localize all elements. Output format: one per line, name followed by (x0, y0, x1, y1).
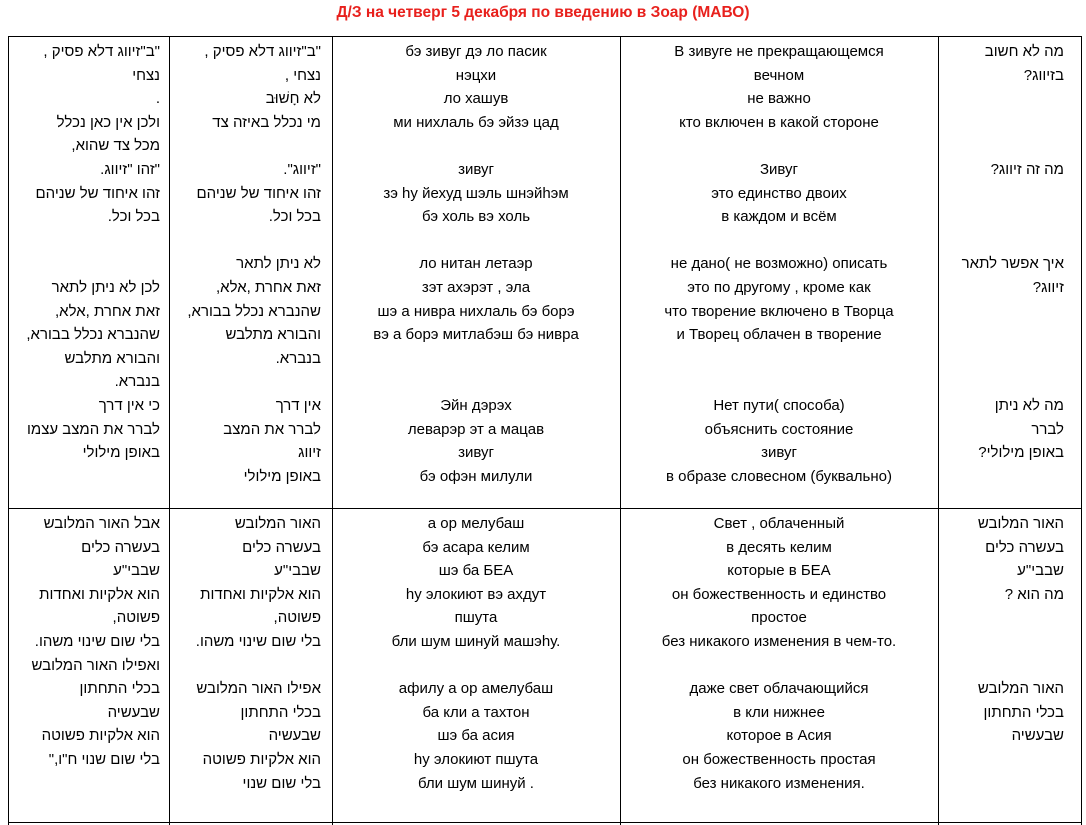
cell-line: в десять келим (726, 538, 832, 556)
cell-line: шэ а нивра нихлаль бэ борэ (377, 302, 575, 320)
cell-russian-translation (622, 40, 936, 506)
cell-line: מה הוא ? (1004, 585, 1064, 603)
cell-line: באופן מילולי? (978, 444, 1064, 462)
cell-russian-translation (622, 512, 936, 820)
cell-line: לא חָשׁוּב (265, 90, 321, 108)
cell-line (940, 205, 1064, 229)
cell-line (940, 300, 1064, 324)
cell-line (940, 606, 1064, 630)
cell-line: Эйн дэрэх (440, 396, 512, 414)
cell-line (940, 87, 1064, 111)
cell-line: לברר (1031, 420, 1064, 438)
cell-line: האור המלובש (977, 680, 1064, 698)
cell-line: ואפילו האור המלובש (31, 656, 160, 674)
cell-line: простое (751, 609, 807, 627)
cell-hebrew-original (10, 40, 160, 506)
cell-line: בכלי התחתון (240, 703, 321, 721)
cell-line (334, 134, 618, 158)
cell-line: מה זה זיווג? (990, 160, 1064, 178)
translation-table (0, 36, 1086, 825)
cell-line (940, 182, 1064, 206)
cell-line: הוא אלקיות פשוטה (41, 727, 160, 745)
cell-line: זאת אחרת ,אלא, (215, 278, 321, 296)
col-divider (8, 36, 9, 825)
cell-line: לכן לא ניתן לתאר (51, 278, 160, 296)
cell-line: шэ ба асия (437, 727, 515, 745)
cell-line (10, 229, 160, 253)
cell-line: בכל וכל. (107, 208, 160, 226)
cell-line: в образе словесном (буквально) (666, 467, 892, 485)
cell-line (940, 347, 1064, 371)
cell-line: אפילו האור המלובש (196, 680, 321, 698)
cell-line (334, 654, 618, 678)
cell-line (940, 229, 1064, 253)
cell-line: בזיווג? (1023, 66, 1064, 84)
cell-line: Свет , облаченный (713, 515, 845, 532)
cell-line (334, 370, 618, 394)
cell-line: ба кли а тахтон (422, 703, 530, 721)
cell-line: והבורא מתלבש (64, 349, 160, 367)
col-divider (332, 36, 333, 825)
cell-line: в кли нижнее (733, 703, 825, 721)
cell-line (334, 347, 618, 371)
cell-line: והבורא מתלבש (225, 326, 321, 344)
cell-line (622, 134, 936, 158)
cell-line: שבעשיה (268, 727, 321, 745)
cell-line (171, 134, 321, 158)
cell-line: hу элокиют вэ ахдут (405, 585, 547, 603)
col-divider (938, 36, 939, 825)
cell-line (334, 229, 618, 253)
cell-hebrew-vocalized (171, 40, 321, 506)
cell-line: кто включен в какой стороне (679, 113, 879, 131)
cell-line: שהנברא נכלל בבורא, (26, 326, 160, 344)
cell-line: האור המלובש (977, 515, 1064, 532)
cell-line (940, 654, 1064, 678)
cell-line: בנברא. (275, 349, 321, 367)
cell-line: "זהו "זיווג. (100, 160, 160, 178)
cell-hebrew-vocalized (171, 512, 321, 820)
cell-line: объяснить состояние (704, 420, 854, 438)
cell-line: и Творец облачен в творение (676, 326, 882, 344)
cell-line: לא ניתן לתאר (236, 255, 321, 273)
cell-line: он божественность и единство (671, 585, 887, 603)
cell-line: пшута (454, 609, 498, 627)
cell-line: не дано( не возможно) описать (670, 255, 888, 273)
cell-line: Зивуг (759, 160, 799, 178)
cell-line (940, 111, 1064, 135)
cell-line: ми нихлаль бэ эйзэ цад (393, 113, 559, 131)
cell-line: ולכן אין כאן נכלל (56, 113, 160, 131)
cell-line: בכלי התחתון (983, 703, 1064, 721)
cell-line (940, 370, 1064, 394)
cell-line (10, 252, 160, 276)
cell-line: ло нитан летаэр (419, 255, 533, 273)
cell-line: לברר את המצב (223, 420, 321, 438)
col-divider (1081, 36, 1082, 825)
cell-line (171, 654, 321, 678)
cell-line: אבל האור המלובש (43, 515, 160, 532)
cell-line (622, 347, 936, 371)
cell-line: это единство двоих (711, 184, 847, 202)
cell-line: בעשרה כלים (81, 538, 160, 556)
cell-line: "ב"זיווג דלא פסיק , (204, 43, 321, 60)
cell-line: שבבי"ע (113, 562, 160, 580)
cell-line: зэт ахэрэт , эла (421, 278, 531, 296)
cell-line: האור המלובש (234, 515, 321, 532)
cell-line: зивуг (458, 444, 494, 462)
cell-line: איך אפשר לתאר (961, 255, 1064, 273)
cell-line: שבעשיה (1011, 727, 1064, 745)
cell-line (171, 229, 321, 253)
cell-line: זהו איחוד של שניהם (196, 184, 321, 202)
col-divider (169, 36, 170, 825)
cell-line: בלי שום שינוי משהו. (195, 632, 321, 650)
cell-line (622, 370, 936, 394)
cell-line: нэцхи (455, 66, 497, 84)
cell-line: шэ ба БЕА (438, 562, 514, 580)
cell-line: בכלי התחתון (79, 680, 160, 698)
cell-line: которые в БЕА (727, 562, 831, 580)
cell-line: бэ асара келим (422, 538, 530, 556)
cell-line: которое в Асия (726, 727, 832, 745)
cell-line: בלי שום שינוי משהו. (34, 632, 160, 650)
cell-line: כי אין דרך (98, 396, 160, 414)
cell-line: נצחי (132, 66, 160, 84)
col-divider (620, 36, 621, 825)
cell-line: он божественность простая (682, 750, 876, 768)
cell-line: מה לא ניתן (994, 396, 1064, 414)
cell-line: В зивуге не прекращающемся (674, 43, 884, 60)
cell-line: это по другому , кроме как (687, 278, 871, 296)
cell-line: באופן מילולי (243, 467, 321, 485)
cell-line: без никакого изменения. (693, 774, 865, 792)
cell-line: вечном (753, 66, 805, 84)
cell-line: הוא אלקיות ואחדות (200, 585, 321, 603)
cell-line (171, 370, 321, 394)
cell-line: בכל וכל. (268, 208, 321, 226)
cell-line: פשוטה, (112, 609, 160, 627)
cell-line: ло хашув (443, 90, 509, 108)
cell-line: זהו איחוד של שניהם (35, 184, 160, 202)
cell-line: Нет пути( способа) (713, 396, 845, 414)
cell-line: שבבי"ע (274, 562, 321, 580)
cell-line: hу элокиют пшута (413, 750, 539, 768)
cell-line: לברר את המצב עצמו (27, 420, 160, 438)
cell-line: אין דרך (275, 396, 321, 414)
cell-line: שבעשיה (107, 703, 160, 721)
cell-line: בלי שום שנוי (242, 774, 321, 792)
cell-line: леварэр эт а мацав (407, 420, 545, 438)
cell-line (940, 134, 1064, 158)
cell-line: зивуг (761, 444, 797, 462)
cell-line: "ב"זיווג דלא פסיק , (43, 43, 160, 60)
cell-line: в каждом и всём (721, 208, 837, 226)
cell-line: הוא אלקיות ואחדות (39, 585, 160, 603)
cell-line: זיווג (298, 444, 321, 462)
cell-line: "זיווג". (283, 160, 321, 178)
cell-line: בעשרה כלים (242, 538, 321, 556)
cell-line: שהנברא נכלל בבורא, (187, 302, 321, 320)
cell-question (940, 512, 1064, 820)
cell-line: зивуг (458, 160, 494, 178)
cell-line: без никакого изменения в чем-то. (661, 632, 897, 650)
cell-line: זאת אחרת ,אלא, (54, 302, 160, 320)
cell-line: בעשרה כלים (985, 538, 1064, 556)
cell-line: бэ офэн милули (419, 467, 533, 485)
cell-line (940, 323, 1064, 347)
cell-line: не важно (747, 90, 811, 108)
cell-line: а ор мелубаш (427, 515, 525, 532)
cell-line (940, 630, 1064, 654)
cell-line: שבבי"ע (1017, 562, 1064, 580)
cell-line: . (155, 90, 160, 108)
cell-line: зэ hу йехуд шэль шнэйhэм (383, 184, 569, 202)
cell-line: בלי שום שנוי ח"ו," (48, 750, 160, 768)
cell-line: מה לא חשוב (984, 43, 1064, 60)
cell-line (622, 654, 936, 678)
cell-line: זיווג? (1032, 278, 1064, 296)
cell-line: בנברא. (114, 373, 160, 391)
cell-line: מי נכלל באיזה צד (212, 113, 321, 131)
cell-line: נצחי , (284, 66, 321, 84)
cell-line: באופן מילולי (82, 444, 160, 462)
cell-line (622, 229, 936, 253)
cell-transliteration (334, 40, 618, 506)
cell-line: афилу а ор амелубаш (398, 680, 554, 698)
cell-line: מכל צד שהוא, (71, 137, 160, 155)
cell-line: הוא אלקיות פשוטה (202, 750, 321, 768)
cell-line: бэ зивуг дэ ло пасик (405, 43, 547, 60)
cell-line: бэ холь вэ холь (421, 208, 531, 226)
cell-line: бли шум шинуй машэhу. (391, 632, 561, 650)
cell-transliteration (334, 512, 618, 820)
cell-line: что творение включено в Творца (664, 302, 894, 320)
cell-line: даже свет облачающийся (689, 680, 869, 698)
cell-line: бли шум шинуй . (418, 774, 534, 792)
cell-line: вэ а борэ митлабэш бэ нивра (373, 326, 579, 344)
page-title: Д/З на четверг 5 декабря по введению в Зоар (МАВО) (336, 4, 750, 21)
cell-hebrew-original (10, 512, 160, 820)
cell-line: פשוטה, (273, 609, 321, 627)
cell-question (940, 40, 1064, 506)
